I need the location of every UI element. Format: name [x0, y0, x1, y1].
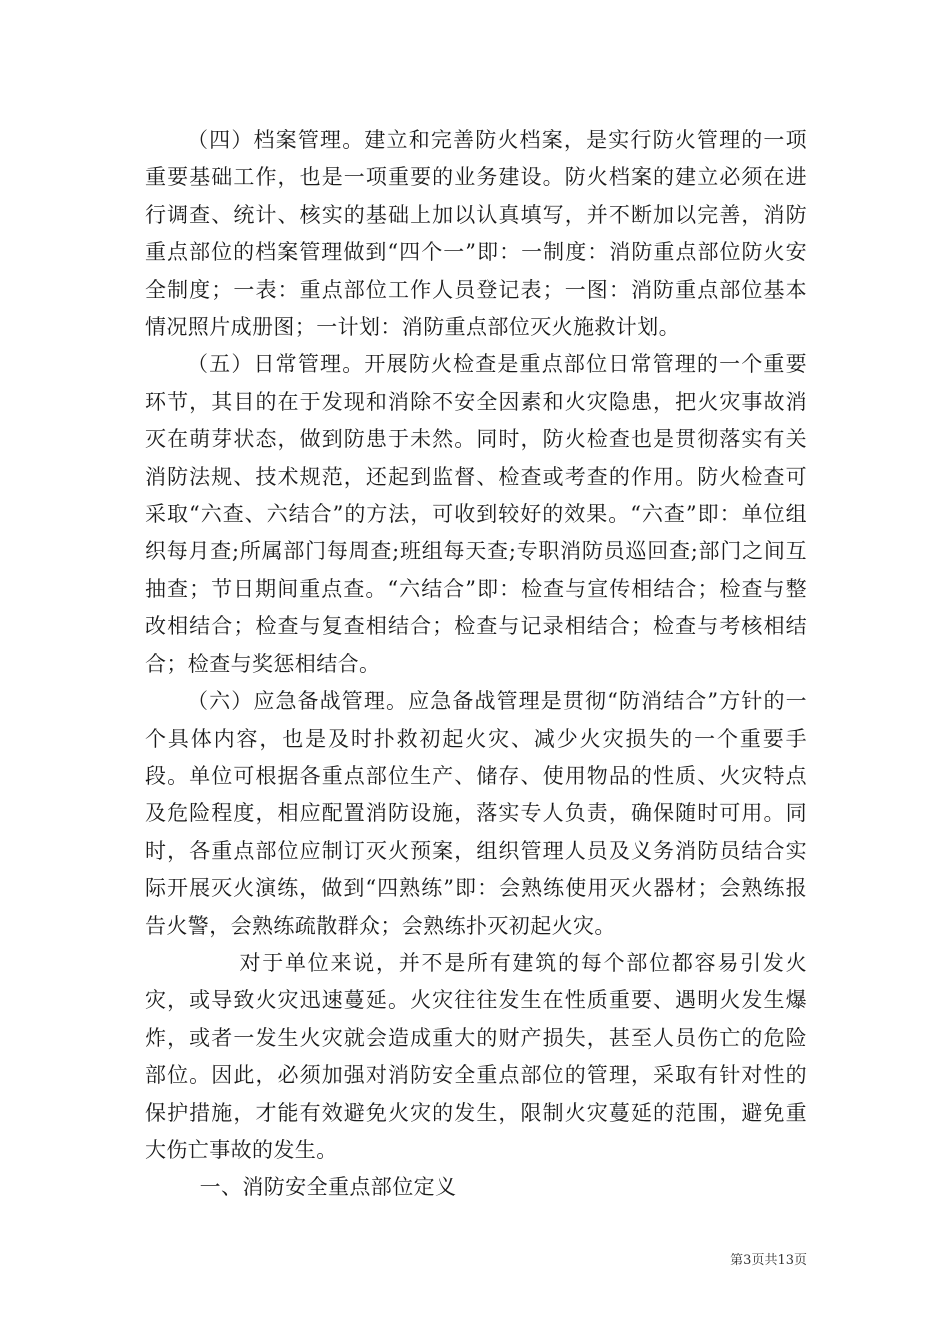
paragraph-archive-management: （四）档案管理。建立和完善防火档案，是实行防火管理的一项重要基础工作，也是一项重要的业务建设。防火档案的建立必须在进行调查、统计、核实的基础上加以认真填写，并不断加以完善，消防重点部位的档案管理做到“四个一”即：一制度：消防重点部位防火安全制度；一表：重点部位工作人员登记表；一图：消防重点部位基本情况照片成册图；一计划：消防重点部位灭火施救计划。	[145, 128, 807, 340]
paragraph-emergency-management: （六）应急备战管理。应急备战管理是贯彻“防消结合”方针的一个具体内容，也是及时扑救初起火灾、减少火灾损失的一个重要手段。单位可根据各重点部位生产、储存、使用物品的性质、火灾特点及危险程度，相应配置消防设施，落实专人负责，确保随时可用。同时，各重点部位应制订灭火预案，组织管理人员及义务消防员结合实际开展灭火演练，做到“四熟练”即：会熟练使用灭火器材；会熟练报告火警，会熟练疏散群众；会熟练扑灭初起火灾。	[145, 689, 807, 938]
page-number: 第3页共13页	[730, 1253, 807, 1268]
paragraph-daily-management: （五）日常管理。开展防火检查是重点部位日常管理的一个重要环节，其目的在于发现和消除不安全因素和火灾隐患，把火灾事故消灭在萌芽状态，做到防患于未然。同时，防火检查也是贯彻落实有关消防法规、技术规范，还起到监督、检查或考查的作用。防火检查可采取“六查、六结合”的方法，可收到较好的效果。“六查”即：单位组织每月查;所属部门每周查;班组每天查;专职消防员巡回查;部门之间互抽查；节日期间重点查。“六结合”即：检查与宣传相结合；检查与整改相结合；检查与复查相结合；检查与记录相结合；检查与考核相结合；检查与奖惩相结合。	[145, 352, 807, 676]
document-body	[145, 122, 807, 1207]
section-heading: 一、消防安全重点部位定义	[199, 1175, 457, 1200]
paragraph-key-areas-intro: 对于单位来说，并不是所有建筑的每个部位都容易引发火灾，或导致火灾迅速蔓延。火灾往往发生在性质重要、遇明火发生爆炸，或者一发生火灾就会造成重大的财产损失，甚至人员伤亡的危险部位。因此，必须加强对消防安全重点部位的管理，采取有针对性的保护措施，才能有效避免火灾的发生，限制火灾蔓延的范围，避免重大伤亡事故的发生。	[145, 950, 807, 1162]
